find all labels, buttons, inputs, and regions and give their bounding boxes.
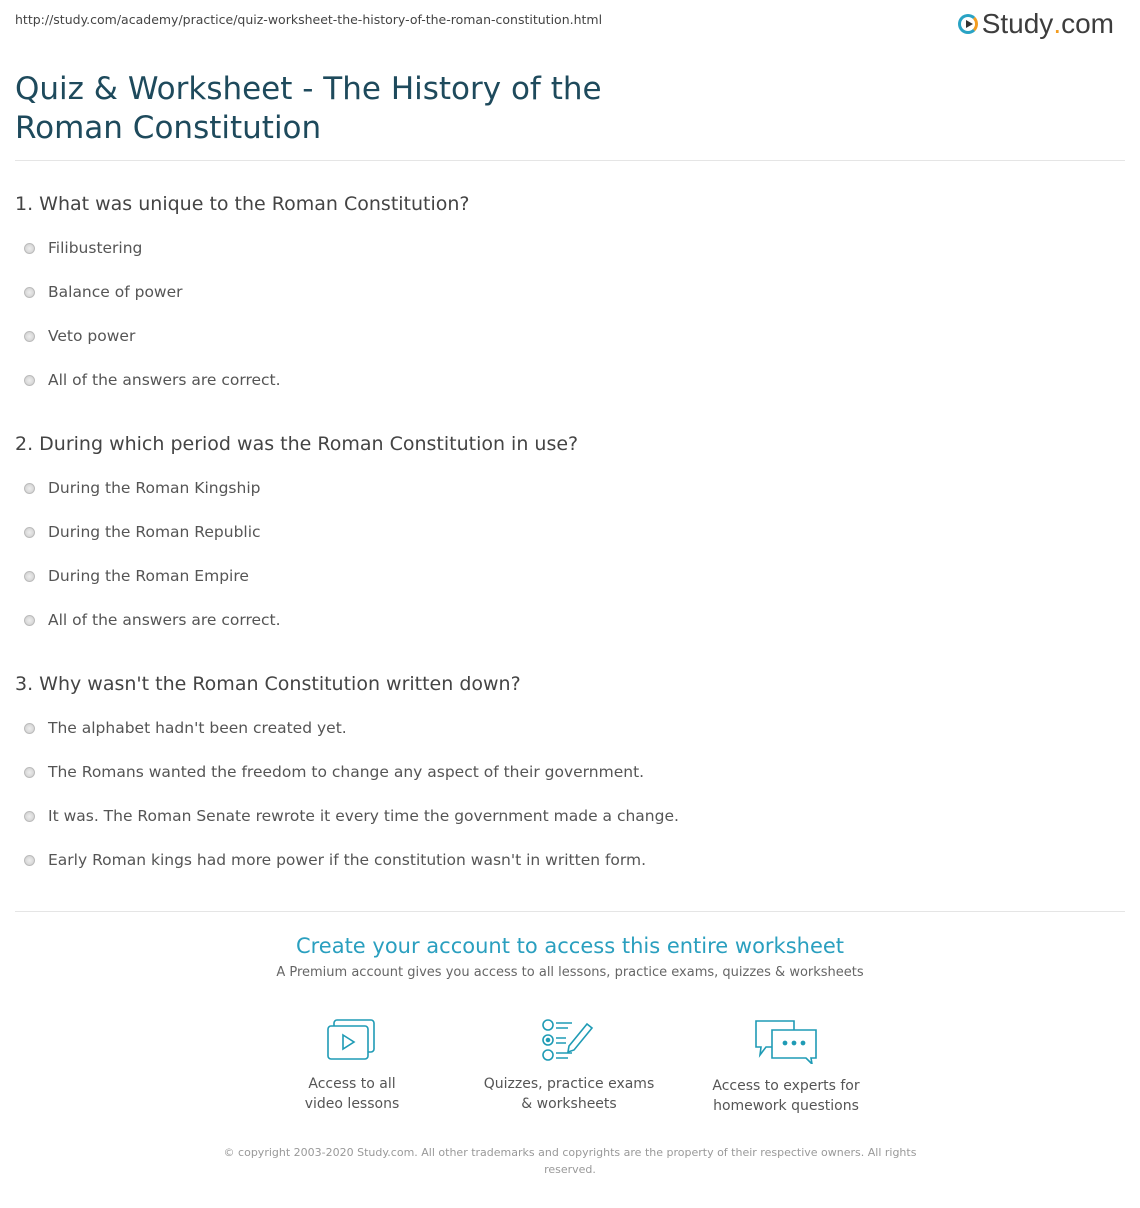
logo-tld: com bbox=[1061, 8, 1114, 39]
feature-experts bbox=[676, 1018, 896, 1116]
logo-name: Study bbox=[981, 8, 1054, 39]
feature-line: Access to experts for bbox=[712, 1078, 860, 1094]
answer-option[interactable] bbox=[24, 851, 646, 869]
radio-icon[interactable] bbox=[24, 483, 35, 494]
cta-title[interactable]: Create your account to access this entire worksheet bbox=[295, 934, 845, 958]
page-title: Quiz & Worksheet - The History of the Roman Constitution bbox=[15, 71, 602, 146]
logo-dot: . bbox=[1053, 8, 1062, 39]
feature-line: Access to all bbox=[308, 1076, 396, 1092]
quiz-icon bbox=[541, 1018, 597, 1062]
question-3: 3. Why wasn't the Roman Constitution written down? bbox=[15, 673, 521, 695]
play-icon bbox=[958, 14, 978, 34]
feature-line: & worksheets bbox=[521, 1096, 617, 1112]
answer-label: During the Roman Republic bbox=[48, 523, 261, 541]
answer-option[interactable] bbox=[24, 763, 644, 781]
question-2: 2. During which period was the Roman Constitution in use? bbox=[15, 433, 579, 455]
radio-icon[interactable] bbox=[24, 243, 35, 254]
answer-label: Filibustering bbox=[48, 239, 143, 257]
answer-option[interactable] bbox=[24, 611, 281, 629]
answer-label: Balance of power bbox=[48, 283, 183, 301]
feature-video bbox=[242, 1018, 462, 1114]
answer-option[interactable] bbox=[24, 479, 260, 497]
question-1: 1. What was unique to the Roman Constitution? bbox=[15, 193, 470, 215]
feature-line: homework questions bbox=[713, 1098, 859, 1114]
chat-icon bbox=[754, 1018, 818, 1064]
radio-icon[interactable] bbox=[24, 527, 35, 538]
answer-label: The alphabet hadn't been created yet. bbox=[48, 719, 347, 737]
answer-option[interactable] bbox=[24, 371, 281, 389]
answer-option[interactable] bbox=[24, 283, 183, 301]
radio-icon[interactable] bbox=[24, 855, 35, 866]
divider bbox=[15, 911, 1125, 912]
answer-label: All of the answers are correct. bbox=[48, 371, 281, 389]
radio-icon[interactable] bbox=[24, 723, 35, 734]
answer-label: The Romans wanted the freedom to change any aspect of their government. bbox=[48, 763, 645, 781]
radio-icon[interactable] bbox=[24, 615, 35, 626]
radio-icon[interactable] bbox=[24, 767, 35, 778]
answer-label: It was. The Roman Senate rewrote it every time the government made a change. bbox=[48, 807, 679, 825]
answer-label: During the Roman Empire bbox=[48, 567, 249, 585]
divider bbox=[15, 160, 1125, 161]
radio-icon[interactable] bbox=[24, 287, 35, 298]
answer-option[interactable] bbox=[24, 719, 347, 737]
radio-icon[interactable] bbox=[24, 331, 35, 342]
answer-label: Early Roman kings had more power if the constitution wasn't in written form. bbox=[48, 851, 647, 869]
video-icon bbox=[326, 1018, 378, 1062]
study-logo[interactable] bbox=[958, 8, 1114, 40]
feature-line: video lessons bbox=[304, 1096, 400, 1112]
radio-icon[interactable] bbox=[24, 375, 35, 386]
answer-option[interactable] bbox=[24, 807, 679, 825]
answer-label: During the Roman Kingship bbox=[48, 479, 261, 497]
answer-option[interactable] bbox=[24, 567, 249, 585]
answer-option[interactable] bbox=[24, 523, 261, 541]
answer-label: Veto power bbox=[48, 327, 136, 345]
page-url: http://study.com/academy/practice/quiz-worksheet-the-history-of-the-roman-constitution.html bbox=[15, 12, 603, 27]
answer-option[interactable] bbox=[24, 239, 142, 257]
radio-icon[interactable] bbox=[24, 571, 35, 582]
copyright: © copyright 2003-2020 Study.com. All other trademarks and copyrights are the property of their respective owners. All rights reserved. bbox=[223, 1146, 917, 1176]
feature-line: Quizzes, practice exams bbox=[483, 1076, 655, 1092]
cta-subtitle: A Premium account gives you access to all lessons, practice exams, quizzes & worksheets bbox=[276, 965, 864, 980]
answer-label: All of the answers are correct. bbox=[48, 611, 281, 629]
answer-option[interactable] bbox=[24, 327, 135, 345]
feature-quiz bbox=[459, 1018, 679, 1114]
radio-icon[interactable] bbox=[24, 811, 35, 822]
